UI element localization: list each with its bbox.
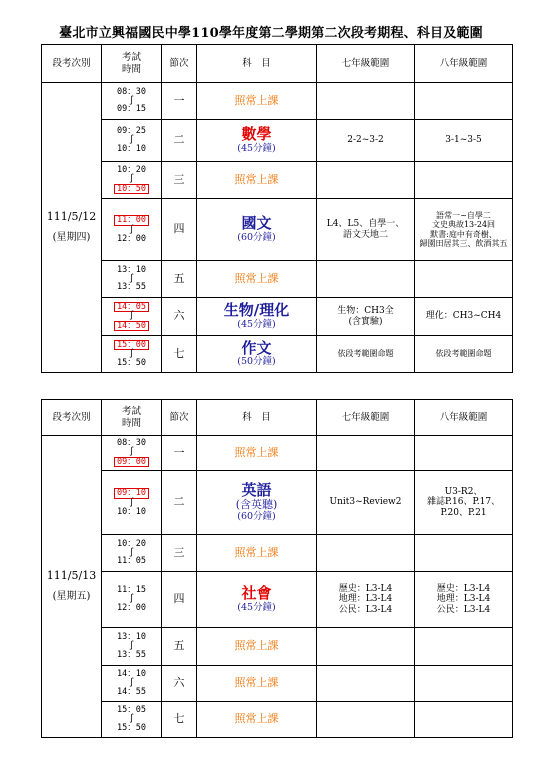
period-cell: 二 [162, 471, 197, 535]
subject-cell: 英語 (含英聽) (60分鐘) [197, 471, 317, 535]
header-stage: 段考次別 [42, 45, 102, 83]
grade7-cell: Unit3~Review2 [317, 471, 415, 535]
exam-weekday: (星期五) [52, 591, 91, 603]
grade8-cell [415, 666, 513, 702]
time-cell: 15：00 ∫ 15：50 [102, 336, 162, 373]
grade7-cell: 生物：CH3全 (含實驗) [317, 298, 415, 336]
table-row [42, 83, 513, 120]
grade7-cell [317, 702, 415, 738]
grade8-cell [415, 162, 513, 199]
grade8-cell [415, 628, 513, 666]
grade8-cell: 語常一~自學二 文史典故13-24回 默書:庭中有奇樹、 歸園田居其三、飲酒其五 [415, 199, 513, 261]
grade7-cell [317, 628, 415, 666]
subject-cell: 照常上課 [197, 702, 317, 738]
table-row [42, 535, 513, 572]
time-cell: 14：10 ∫ 14：55 [102, 666, 162, 702]
grade7-cell [317, 666, 415, 702]
time-cell: 08：30 ∫ 09：15 [102, 83, 162, 120]
grade8-cell [415, 436, 513, 471]
table-row [42, 628, 513, 666]
table-row [42, 298, 513, 336]
period-cell: 七 [162, 336, 197, 373]
table-row [42, 572, 513, 628]
subject-cell: 照常上課 [197, 162, 317, 199]
table-row [42, 702, 513, 738]
header-exam-time: 考試 時間 [102, 400, 162, 436]
time-cell: 11：15 ∫ 12：00 [102, 572, 162, 628]
time-cell: 10：20 ∫ 10：50 [102, 162, 162, 199]
time-cell: 09：25 ∫ 10：10 [102, 120, 162, 162]
subject-cell: 數學 (45分鐘) [197, 120, 317, 162]
time-cell: 13：10 ∫ 13：55 [102, 628, 162, 666]
time-cell: 13：10 ∫ 13：55 [102, 261, 162, 298]
table-row [42, 199, 513, 261]
subject-cell: 生物/理化 (45分鐘) [197, 298, 317, 336]
grade7-cell [317, 535, 415, 572]
grade8-cell [415, 702, 513, 738]
grade8-cell: 依段考範圍命題 [415, 336, 513, 373]
grade8-cell [415, 261, 513, 298]
exam-date: 111/5/12 [46, 210, 97, 224]
grade8-cell: U3-R2、 雜誌P.16、P.17、 P.20、P.21 [415, 471, 513, 535]
subject-cell: 社會 (45分鐘) [197, 572, 317, 628]
subject-cell: 照常上課 [197, 535, 317, 572]
header-grade7: 七年級範圍 [317, 45, 415, 83]
exam-weekday: (星期四) [52, 232, 91, 244]
grade7-cell [317, 83, 415, 120]
period-cell: 四 [162, 572, 197, 628]
table-row [42, 436, 513, 471]
period-cell: 六 [162, 666, 197, 702]
schedule-table-day2 [41, 399, 513, 738]
period-cell: 五 [162, 628, 197, 666]
period-cell: 四 [162, 199, 197, 261]
date-cell [42, 436, 102, 738]
exam-date: 111/5/13 [46, 569, 97, 583]
header-stage: 段考次別 [42, 400, 102, 436]
time-cell: 11：00 ∫ 12：00 [102, 199, 162, 261]
period-cell: 七 [162, 702, 197, 738]
time-cell: 08：30 ∫ 09：00 [102, 436, 162, 471]
header-period: 節次 [162, 400, 197, 436]
period-cell: 一 [162, 83, 197, 120]
time-cell: 14：05 ∫ 14：50 [102, 298, 162, 336]
header-grade8: 八年級範圍 [415, 400, 513, 436]
grade7-cell: 歷史：L3-L4 地理：L3-L4 公民：L3-L4 [317, 572, 415, 628]
subject-cell: 照常上課 [197, 628, 317, 666]
table-row [42, 162, 513, 199]
period-cell: 六 [162, 298, 197, 336]
grade8-cell: 歷史：L3-L4 地理：L3-L4 公民：L3-L4 [415, 572, 513, 628]
page-title: 臺北市立興福國民中學110學年度第二學期第二次段考期程、科目及範圍 [59, 26, 483, 41]
subject-cell: 照常上課 [197, 261, 317, 298]
header-grade8: 八年級範圍 [415, 45, 513, 83]
header-subject: 科 目 [197, 400, 317, 436]
date-cell [42, 83, 102, 373]
period-cell: 二 [162, 120, 197, 162]
grade8-cell: 3-1~3-5 [415, 120, 513, 162]
period-cell: 五 [162, 261, 197, 298]
table-row [42, 120, 513, 162]
grade7-cell [317, 436, 415, 471]
time-cell: 10：20 ∫ 11：05 [102, 535, 162, 572]
grade7-cell: 2-2~3-2 [317, 120, 415, 162]
time-cell: 15：05 ∫ 15：50 [102, 702, 162, 738]
subject-cell: 照常上課 [197, 436, 317, 471]
time-cell: 09：10 ∫ 10：10 [102, 471, 162, 535]
table-row [42, 471, 513, 535]
header-grade7: 七年級範圍 [317, 400, 415, 436]
grade7-cell: L4、L5、自學一、語文天地二 [317, 199, 415, 261]
table-row [42, 261, 513, 298]
header-period: 節次 [162, 45, 197, 83]
grade7-cell [317, 261, 415, 298]
table-row [42, 666, 513, 702]
header-exam-time: 考試 時間 [102, 45, 162, 83]
table-row [42, 336, 513, 373]
subject-cell: 作文 (50分鐘) [197, 336, 317, 373]
period-cell: 三 [162, 162, 197, 199]
grade7-cell: 依段考範圍命題 [317, 336, 415, 373]
subject-cell: 照常上課 [197, 666, 317, 702]
subject-cell: 國文 (60分鐘) [197, 199, 317, 261]
schedule-table-day1 [41, 44, 513, 373]
grade8-cell [415, 83, 513, 120]
grade8-cell: 理化：CH3~CH4 [415, 298, 513, 336]
subject-cell: 照常上課 [197, 83, 317, 120]
header-subject: 科 目 [197, 45, 317, 83]
period-cell: 一 [162, 436, 197, 471]
grade8-cell [415, 535, 513, 572]
grade7-cell [317, 162, 415, 199]
period-cell: 三 [162, 535, 197, 572]
